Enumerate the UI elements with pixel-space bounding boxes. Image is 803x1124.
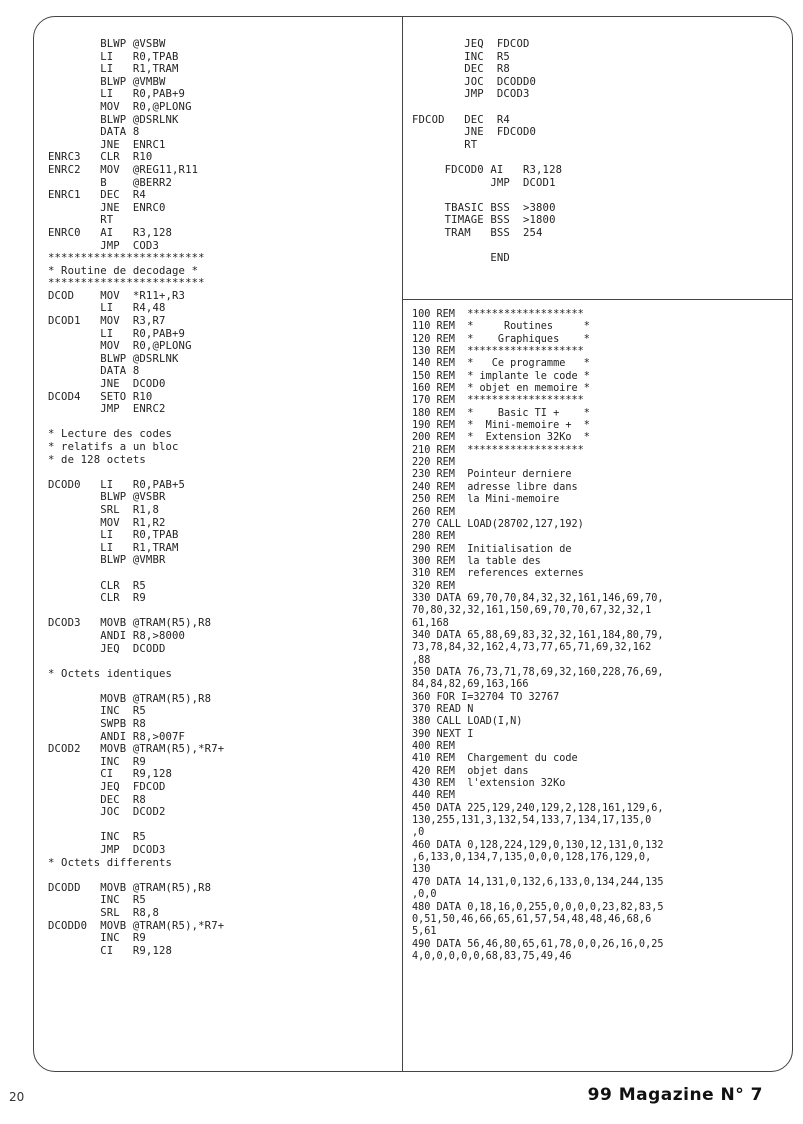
assembly-listing-right: JEQ FDCOD INC R5 DEC R8 JOC DCODD0 JMP DCOD3 FDCOD DEC R4 JNE FDCOD0 RT FDCOD0 AI R3,128 JMP DCOD1 TBASIC BSS >3800 TIMAGE BSS >1800 TRAM BSS 254 END bbox=[412, 38, 563, 265]
basic-listing: 100 REM ******************* 110 REM * Routines * 120 REM * Graphiques * 130 REM ******************* 140 REM * Ce programme * 150 REM * implante le code * 160 REM * objet en memoire * 170 REM ******************* 180 REM * Basic TI + * 190 REM * Mini-memoire + * 200 REM * Extension 32Ko * 210 REM ******************* 220 REM 230 REM Pointeur derniere 240 REM adresse libre dans 250 REM la Mini-memoire 260 REM 270 CALL LOAD(28702,127,192) 280 REM 290 REM Initialisation de 300 REM la table des 310 REM references externes 320 REM 330 DATA 69,70,70,84,32,32,161,146,69,70, 70,80,32,32,161,150,69,70,70,67,32,32,1 61,168 340 DATA 65,88,69,83,32,32,161,184,80,79, 73,78,84,32,162,4,73,77,65,71,69,32,162 ,88 350 DATA 76,73,71,78,69,32,160,228,76,69, 84,84,82,69,163,166 360 FOR I=32704 TO 32767 370 READ N 380 CALL LOAD(I,N) 390 NEXT I 400 REM 410 REM Chargement du code 420 REM objet dans 430 REM l'extension 32Ko 440 REM 450 DATA 225,129,240,129,2,128,161,129,6, 130,255,131,3,132,54,133,7,134,17,135,0 ,0 460 DATA 0,128,224,129,0,130,12,131,0,132 ,6,133,0,134,7,135,0,0,0,128,176,129,0, 130 470 DATA 14,131,0,132,6,133,0,134,244,135 ,0,0 480 DATA 0,18,16,0,255,0,0,0,0,23,82,83,5 0,51,50,46,66,65,61,57,54,48,48,46,68,6 5,61 490 DATA 56,46,80,65,61,78,0,0,26,16,0,25 4,0,0,0,0,0,68,83,75,49,46 bbox=[412, 309, 664, 962]
page-number: 20 bbox=[9, 1090, 25, 1104]
section-divider bbox=[402, 299, 793, 300]
magazine-title: 99 Magazine N° 7 bbox=[587, 1085, 763, 1105]
assembly-listing-left: BLWP @VSBW LI R0,TPAB LI R1,TRAM BLWP @VMBW LI R0,PAB+9 MOV R0,@PLONG BLWP @DSRLNK DATA 8 JNE ENRC1 ENRC3 CLR R10 ENRC2 MOV @REG11,R11 B @BERR2 ENRC1 DEC R4 JNE ENRC0 RT ENRC0 AI R3,128 JMP COD3 ************************ * Routine de decodage * ************************ DCOD MOV *R11+,R3 LI R4,48 DCOD1 MOV R3,R7 LI R0,PAB+9 MOV R0,@PLONG BLWP @DSRLNK DATA 8 JNE DCOD0 DCOD4 SETO R10 JMP ENRC2 * Lecture des codes * relatifs a un bloc * de 128 octets DCOD0 LI R0,PAB+5 BLWP @VSBR SRL R1,8 MOV R1,R2 LI R0,TPAB LI R1,TRAM BLWP @VMBR CLR R5 CLR R9 DCOD3 MOVB @TRAM(R5),R8 ANDI R8,>8000 JEQ DCODD * Octets identiques MOVB @TRAM(R5),R8 INC R5 SWPB R8 ANDI R8,>007F DCOD2 MOVB @TRAM(R5),*R7+ INC R9 CI R9,128 JEQ FDCOD DEC R8 JOC DCOD2 INC R5 JMP DCOD3 * Octets differents DCODD MOVB @TRAM(R5),R8 INC R5 SRL R8,8 DCODD0 MOVB @TRAM(R5),*R7+ INC R9 CI R9,128 bbox=[48, 38, 225, 957]
column-divider bbox=[402, 16, 403, 1072]
